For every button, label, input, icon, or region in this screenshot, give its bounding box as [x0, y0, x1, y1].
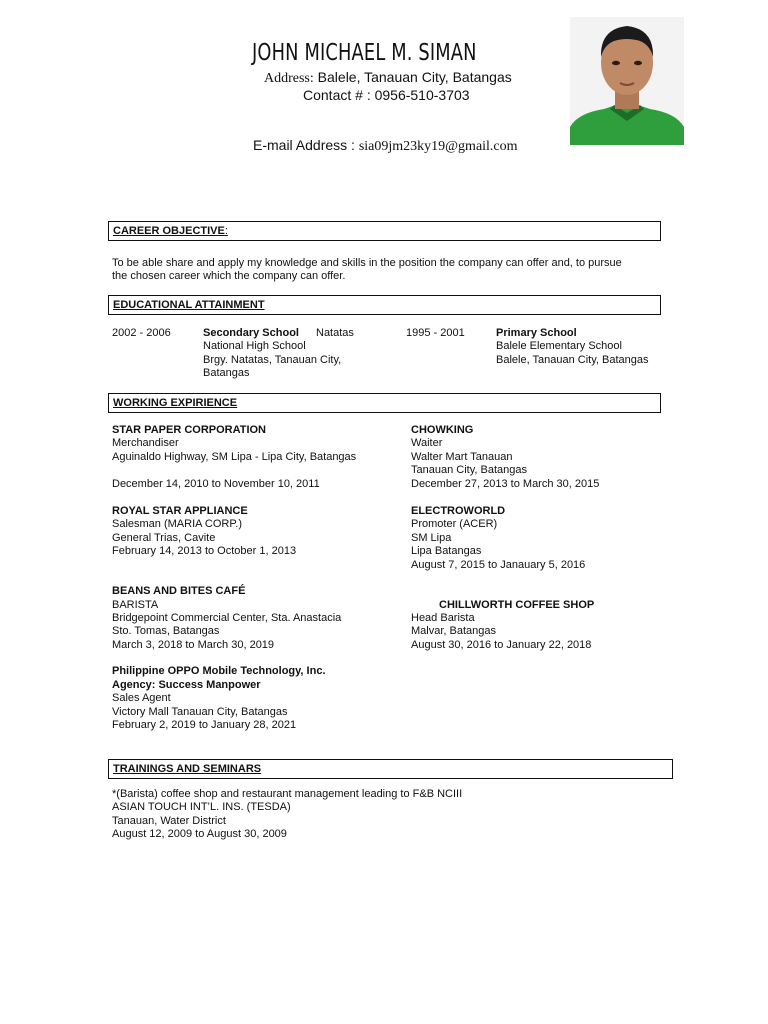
address-value: Balele, Tanauan City, Batangas: [313, 69, 512, 85]
job-detail: Merchandiser: [112, 437, 179, 449]
address-label: Address:: [264, 71, 314, 86]
job-company: CHILLWORTH COFFEE SHOP: [439, 599, 595, 611]
job-detail: BARISTA: [112, 599, 159, 611]
primary-years: 1995 - 2001: [406, 327, 465, 339]
secondary-level: Secondary School: [203, 327, 299, 339]
job-agency: Agency: Success Manpower: [112, 679, 261, 691]
job-dates: August 30, 2016 to January 22, 2018: [411, 639, 592, 651]
job-company: Philippine OPPO Mobile Technology, Inc.: [112, 665, 326, 677]
training-line: *(Barista) coffee shop and restaurant management leading to F&B NCIII: [112, 788, 463, 800]
secondary-line: National High School: [203, 340, 306, 352]
job-company: ROYAL STAR APPLIANCE: [112, 505, 248, 517]
primary-line: Balele Elementary School: [496, 340, 622, 352]
email-label: E-mail Address :: [253, 137, 359, 153]
job-dates: December 14, 2010 to November 10, 2011: [112, 478, 320, 490]
job-detail: Tanauan City, Batangas: [411, 464, 527, 476]
career-objective-header: [108, 221, 661, 241]
education-title: EDUCATIONAL ATTAINMENT: [113, 299, 265, 311]
career-objective-title: CAREER OBJECTIVE:: [113, 225, 228, 237]
secondary-line: Batangas: [203, 367, 250, 379]
job-dates: August 7, 2015 to Janauary 5, 2016: [411, 559, 586, 571]
job-detail: Malvar, Batangas: [411, 625, 496, 637]
job-company: CHOWKING: [411, 424, 474, 436]
training-line: August 12, 2009 to August 30, 2009: [112, 828, 287, 840]
applicant-name: JOHN MICHAEL M. SIMAN: [252, 40, 477, 66]
secondary-years: 2002 - 2006: [112, 327, 171, 339]
training-line: Tanauan, Water District: [112, 815, 226, 827]
job-detail: Aguinaldo Highway, SM Lipa - Lipa City, Batangas: [112, 451, 357, 463]
job-detail: Head Barista: [411, 612, 475, 624]
job-detail: SM Lipa: [411, 532, 452, 544]
job-company: STAR PAPER CORPORATION: [112, 424, 267, 436]
job-detail: Victory Mall Tanauan City, Batangas: [112, 706, 288, 718]
job-dates: December 27, 2013 to March 30, 2015: [411, 478, 600, 490]
job-detail: Walter Mart Tanauan: [411, 451, 513, 463]
education-header: [108, 295, 661, 315]
job-detail: Sales Agent: [112, 692, 171, 704]
job-detail: Sto. Tomas, Batangas: [112, 625, 220, 637]
job-dates: February 14, 2013 to October 1, 2013: [112, 545, 297, 557]
job-detail: Bridgepoint Commercial Center, Sta. Anastacia: [112, 612, 342, 624]
secondary-line: Brgy. Natatas, Tanauan City,: [203, 354, 342, 366]
job-detail: General Trias, Cavite: [112, 532, 216, 544]
contact-number: Contact # : 0956-510-3703: [303, 87, 470, 103]
job-dates: February 2, 2019 to January 28, 2021: [112, 719, 297, 731]
email: [253, 137, 518, 155]
address: [264, 69, 512, 87]
profile-photo: [570, 17, 684, 145]
career-objective-colon: :: [224, 225, 228, 237]
career-objective-line-2: the chosen career which the company can offer.: [112, 270, 346, 282]
training-line: ASIAN TOUCH INT’L. INS. (TESDA): [112, 801, 291, 813]
job-dates: March 3, 2018 to March 30, 2019: [112, 639, 275, 651]
work-experience-title: WORKING EXPIRIENCE: [113, 397, 238, 409]
primary-level: Primary School: [496, 327, 577, 339]
job-detail: Lipa Batangas: [411, 545, 482, 557]
primary-line: Balele, Tanauan City, Batangas: [496, 354, 649, 366]
secondary-school-first: Natatas: [316, 327, 354, 339]
email-value: sia09jm23ky19@gmail.com: [358, 139, 518, 154]
job-company: BEANS AND BITES CAFÉ: [112, 585, 246, 597]
work-experience-header: [108, 393, 661, 413]
job-detail: Waiter: [411, 437, 443, 449]
trainings-title: TRAININGS AND SEMINARS: [113, 763, 262, 775]
career-objective-line-1: To be able share and apply my knowledge and skills in the position the company can offer and, to pursue: [112, 257, 622, 269]
job-company: ELECTROWORLD: [411, 505, 506, 517]
job-detail: Promoter (ACER): [411, 518, 498, 530]
trainings-header: [108, 759, 673, 779]
job-detail: Salesman (MARIA CORP.): [112, 518, 243, 530]
